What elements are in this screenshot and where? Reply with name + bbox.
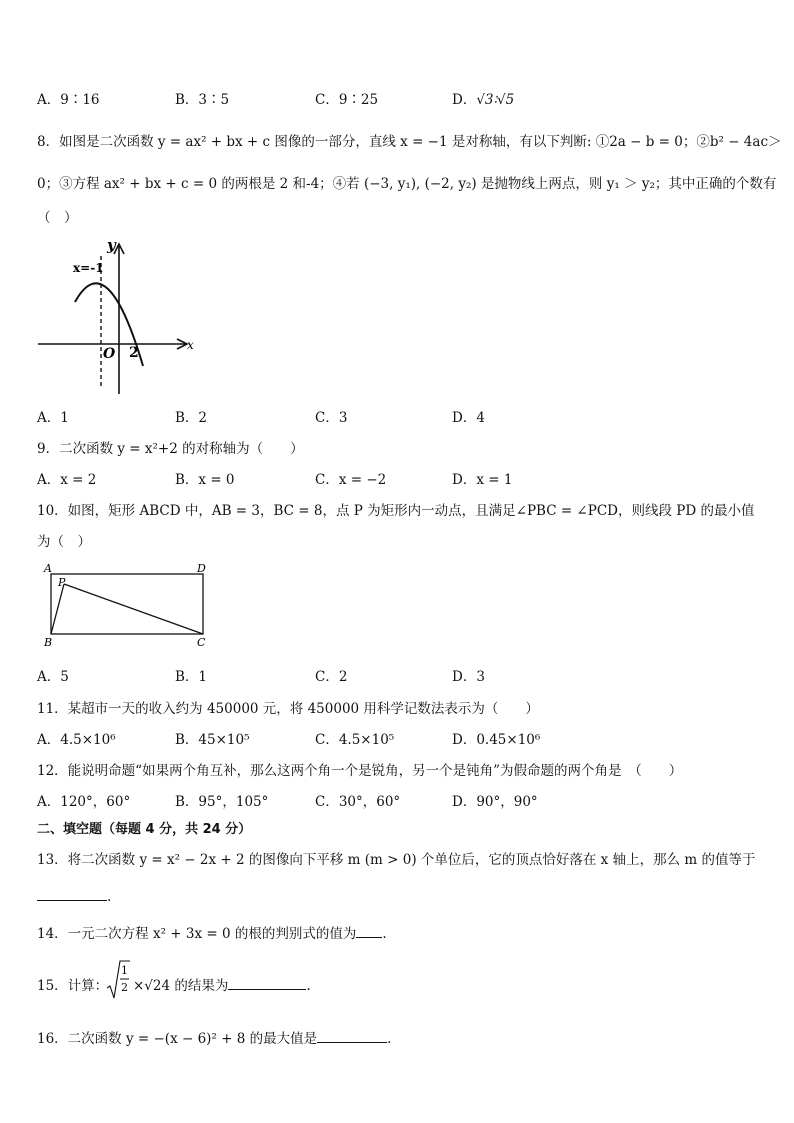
q11-option-c: C．4.5×10⁵ — [315, 732, 395, 748]
segment-pb — [51, 584, 64, 634]
q14-text: 14．一元二次方程 x² + 3x = 0 的根的判别式的值为 — [37, 926, 357, 942]
q15-text: 15．计算： — [37, 978, 109, 994]
q12-option-c: C．30°，60° — [315, 794, 401, 810]
segment-pc — [64, 584, 203, 634]
q8-option-a: A．1 — [37, 410, 69, 426]
q10-stem-line1: 10．如图，矩形 ABCD 中，AB = 3，BC = 8，点 P 为矩形内一动点，且满足∠PBC = ∠PCD，则线段 PD 的最小值 — [37, 503, 755, 519]
q14-end: . — [382, 926, 387, 942]
fig-label-x: x — [187, 338, 194, 352]
q15-stem — [37, 974, 108, 994]
q8-stem-line2: 0；③方程 ax² + bx + c = 0 的两根是 2 和-4；④若 (−3, y₁), (−2, y₂) 是抛物线上两点，则 y₁ ＞ y₂；其中正确的个数有 — [37, 176, 777, 192]
q9-stem: 9．二次函数 y = x²+2 的对称轴为（ ） — [37, 441, 304, 457]
q10-option-a: A．5 — [37, 669, 69, 685]
q13-stem: 13．将二次函数 y = x² − 2x + 2 的图像向下平移 m (m > 0) 个单位后，它的顶点恰好落在 x 轴上，那么 m 的值等于 — [37, 852, 756, 868]
q13-answer-line — [37, 886, 111, 905]
q15-tail — [133, 974, 311, 994]
q9-option-d: D．x = 1 — [452, 472, 513, 488]
q12-option-d: D．90°，90° — [452, 794, 538, 810]
fig-label-b: B — [44, 636, 53, 649]
q12-option-a: A．120°，60° — [37, 794, 131, 810]
q13-blank[interactable] — [37, 886, 107, 901]
q8-option-b: B．2 — [175, 410, 208, 426]
q12-stem: 12．能说明命题“如果两个角互补，那么这两个角一个是锐角，另一个是钝角”为假命题的两个角是 （ ） — [37, 763, 683, 779]
q7-option-a: A．9∶16 — [37, 92, 100, 108]
q13-end: . — [107, 889, 112, 905]
fig-label-p: P — [58, 576, 66, 589]
rectangle-abcd — [51, 574, 203, 634]
q10-option-d: D．3 — [452, 669, 485, 685]
fig-label-two: 2 — [129, 345, 139, 361]
q11-option-a: A．4.5×10⁶ — [37, 732, 116, 748]
q16-stem — [37, 1027, 391, 1047]
fig-label-d: D — [197, 562, 206, 575]
q10-option-b: B．1 — [175, 669, 208, 685]
fig-label-axis: x=-1 — [73, 261, 104, 275]
q7-option-d-label: D． — [452, 92, 477, 108]
q7-option-d-expr: √3∶√5 — [476, 92, 515, 108]
q16-end: . — [387, 1031, 392, 1047]
q15-end: . — [306, 978, 311, 994]
q15-blank[interactable] — [228, 975, 306, 990]
q7-option-d — [452, 88, 514, 108]
fig-label-y: y — [107, 236, 116, 254]
q10-option-c: C．2 — [315, 669, 348, 685]
q14-stem — [37, 922, 387, 942]
q8-paren: （ ） — [37, 210, 78, 226]
q8-parabola-figure — [35, 236, 205, 396]
q15-frac-den: 2 — [121, 981, 128, 994]
q11-stem: 11．某超市一天的收入约为 450000 元，将 450000 用科学记数法表示为（ ） — [37, 701, 539, 717]
q10-rectangle-figure — [40, 560, 220, 654]
q12-option-b: B．95°，105° — [175, 794, 269, 810]
q11-option-b: B．45×10⁵ — [175, 732, 250, 748]
q9-option-a: A．x = 2 — [37, 472, 97, 488]
q15-frac-num: 1 — [121, 964, 128, 977]
q7-option-c: C．9∶25 — [315, 92, 379, 108]
fig-label-c: C — [197, 636, 206, 649]
q7-option-b: B．3∶5 — [175, 92, 230, 108]
q9-option-b: B．x = 0 — [175, 472, 235, 488]
section-fill-in-heading: 二、填空题（每题 4 分，共 24 分） — [37, 822, 252, 837]
q8-option-d: D．4 — [452, 410, 485, 426]
q8-stem-line1: 8．如图是二次函数 y = ax² + bx + c 图像的一部分，直线 x = −1 是对称轴，有以下判断: ①2a − b = 0；②b² − 4ac＞ — [37, 134, 782, 150]
q10-stem-line2: 为（ ） — [37, 534, 91, 550]
q11-option-d: D．0.45×10⁶ — [452, 732, 541, 748]
fig-label-origin: O — [103, 346, 116, 362]
fig-label-a: A — [44, 562, 52, 575]
q15-post: ×√24 的结果为 — [133, 978, 229, 994]
q9-option-c: C．x = −2 — [315, 472, 387, 488]
q8-option-c: C．3 — [315, 410, 348, 426]
q14-blank[interactable] — [356, 923, 382, 938]
q15-sqrt-fraction — [106, 958, 130, 1002]
q16-text: 16．二次函数 y = −(x − 6)² + 8 的最大值是 — [37, 1031, 318, 1047]
q16-blank[interactable] — [317, 1028, 387, 1043]
